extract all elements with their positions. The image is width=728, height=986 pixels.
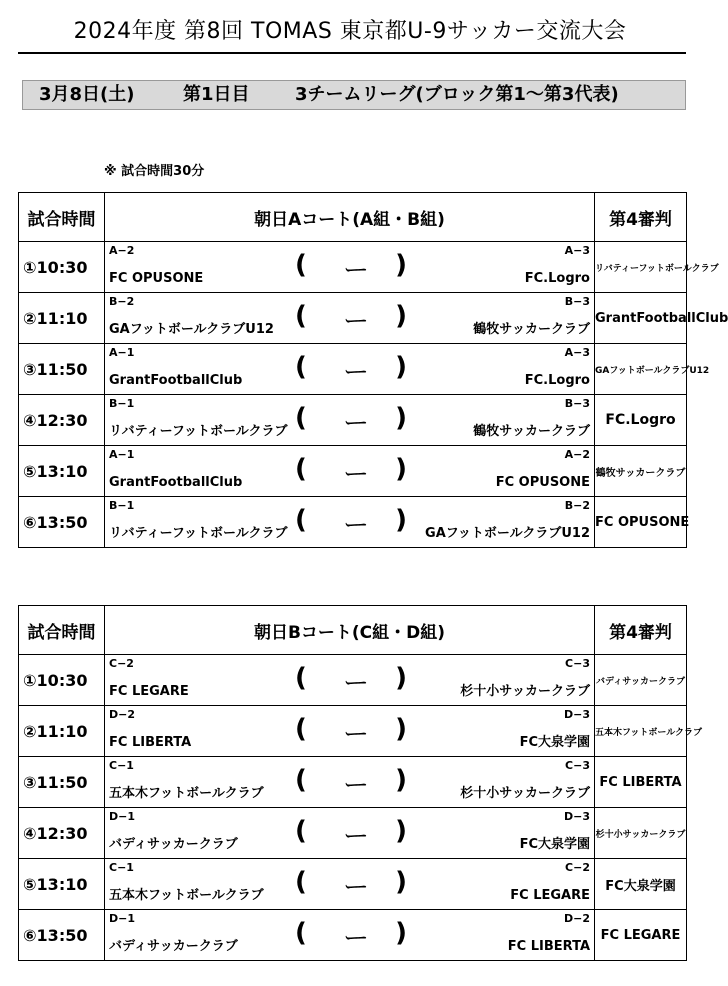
day-header-date: 3月8日(土): [39, 84, 135, 105]
group-right: A−3: [564, 244, 590, 257]
fourth-referee: GrantFootballClub: [595, 293, 687, 344]
team-left: バディサッカークラブ: [109, 939, 238, 954]
group-left: D−1: [109, 912, 136, 925]
group-right: B−3: [564, 397, 590, 410]
score-close-paren: ): [395, 505, 407, 535]
score-open-paren: (: [295, 250, 307, 280]
score-close-paren: ): [395, 816, 407, 846]
score-dash: ー: [343, 822, 370, 852]
match-row: [19, 757, 687, 808]
match-cell: [105, 395, 595, 446]
match-cell: [105, 859, 595, 910]
schedule-table-court-b: [18, 605, 703, 961]
score-dash: ー: [343, 771, 370, 801]
score-dash: ー: [343, 873, 370, 903]
match-time: ⑤13:10: [19, 446, 105, 497]
group-left: B−2: [109, 295, 135, 308]
team-right: GAフットボールクラブU12: [425, 526, 590, 541]
match-cell: [105, 706, 595, 757]
group-right: C−2: [565, 861, 590, 874]
score-placeholder: [295, 918, 407, 954]
match-cell: [105, 655, 595, 706]
match-time: ④12:30: [19, 808, 105, 859]
group-left: C−1: [109, 861, 134, 874]
match-time: ⑥13:50: [19, 910, 105, 961]
fourth-referee: FC LEGARE: [595, 910, 687, 961]
title-underline: [18, 52, 686, 54]
team-left: GrantFootballClub: [109, 373, 243, 388]
score-close-paren: ): [395, 301, 407, 331]
match-row: [19, 344, 687, 395]
match-time: ①10:30: [19, 655, 105, 706]
match-row: [19, 293, 687, 344]
match-cell: [105, 242, 595, 293]
match-time: ⑤13:10: [19, 859, 105, 910]
team-left: リバティーフットボールクラブ: [109, 424, 288, 439]
score-dash: ー: [343, 924, 370, 954]
schedule-table-court-a: [18, 192, 728, 548]
team-right: FC.Logro: [524, 271, 590, 286]
team-left: 五本木フットボールクラブ: [109, 786, 264, 801]
table-header-row: [19, 193, 687, 242]
group-right: C−3: [565, 657, 590, 670]
page-title: 2024年度 第8回 TOMAS 東京都U-9サッカー交流大会: [73, 19, 627, 44]
score-open-paren: (: [295, 765, 307, 795]
score-dash: ー: [343, 511, 370, 541]
header-time: 試合時間: [19, 193, 105, 242]
group-left: D−1: [109, 810, 136, 823]
team-left: 五本木フットボールクラブ: [109, 888, 264, 903]
score-dash: ー: [343, 720, 370, 750]
match-time: ②11:10: [19, 706, 105, 757]
group-right: D−3: [563, 708, 590, 721]
score-close-paren: ): [395, 454, 407, 484]
team-right: 杉十小サッカークラブ: [460, 684, 590, 699]
team-right: FC LIBERTA: [507, 939, 590, 954]
team-right: FC OPUSONE: [495, 475, 590, 490]
score-open-paren: (: [295, 403, 307, 433]
group-right: A−3: [564, 346, 590, 359]
group-right: D−2: [563, 912, 590, 925]
score-open-paren: (: [295, 816, 307, 846]
day-header: [22, 80, 686, 110]
match-row: [19, 655, 687, 706]
team-left: バディサッカークラブ: [109, 837, 238, 852]
score-dash: ー: [343, 669, 370, 699]
team-left: リバティーフットボールクラブ: [109, 526, 288, 541]
match-duration-note: ※ 試合時間30分: [104, 164, 205, 179]
match-cell: [105, 293, 595, 344]
team-right: FC大泉学園: [519, 837, 590, 852]
score-open-paren: (: [295, 352, 307, 382]
day-header-day: 第1日目: [183, 84, 250, 105]
score-close-paren: ): [395, 918, 407, 948]
match-row: [19, 395, 687, 446]
day-header-format: 3チームリーグ(ブロック第1〜第3代表): [295, 84, 619, 105]
match-time: ③11:50: [19, 757, 105, 808]
group-left: B−1: [109, 499, 135, 512]
score-dash: ー: [343, 409, 370, 439]
score-open-paren: (: [295, 867, 307, 897]
score-close-paren: ): [395, 714, 407, 744]
team-right: FC.Logro: [524, 373, 590, 388]
team-right: FC LEGARE: [510, 888, 590, 903]
fourth-referee: 鶴牧サッカークラブ: [595, 446, 687, 497]
group-left: B−1: [109, 397, 135, 410]
match-row: [19, 497, 687, 548]
score-placeholder: [295, 867, 407, 903]
group-left: C−1: [109, 759, 134, 772]
score-placeholder: [295, 403, 407, 439]
match-time: ④12:30: [19, 395, 105, 446]
score-open-paren: (: [295, 301, 307, 331]
group-right: A−2: [564, 448, 590, 461]
score-dash: ー: [343, 358, 370, 388]
score-placeholder: [295, 250, 407, 286]
match-cell: [105, 446, 595, 497]
score-placeholder: [295, 816, 407, 852]
fourth-referee: FC大泉学園: [595, 859, 687, 910]
score-close-paren: ): [395, 403, 407, 433]
fourth-referee: リバティーフットボールクラブ: [595, 242, 687, 293]
team-left: FC LIBERTA: [109, 735, 192, 750]
score-open-paren: (: [295, 714, 307, 744]
fourth-referee: 五本木フットボールクラブ: [595, 706, 687, 757]
score-close-paren: ): [395, 250, 407, 280]
match-cell: [105, 757, 595, 808]
header-referee: 第4審判: [595, 193, 687, 242]
match-cell: [105, 808, 595, 859]
team-left: GAフットボールクラブU12: [109, 322, 274, 337]
team-right: 鶴牧サッカークラブ: [473, 424, 590, 439]
header-court: 朝日Aコート(A組・B組): [105, 193, 595, 242]
fourth-referee: FC LIBERTA: [595, 757, 687, 808]
group-right: D−3: [563, 810, 590, 823]
group-left: A−2: [109, 244, 135, 257]
team-right: FC大泉学園: [519, 735, 590, 750]
group-left: A−1: [109, 448, 135, 461]
score-placeholder: [295, 505, 407, 541]
match-row: [19, 808, 687, 859]
group-right: C−3: [565, 759, 590, 772]
score-close-paren: ): [395, 352, 407, 382]
team-right: 杉十小サッカークラブ: [460, 786, 590, 801]
team-right: 鶴牧サッカークラブ: [473, 322, 590, 337]
score-placeholder: [295, 714, 407, 750]
score-open-paren: (: [295, 505, 307, 535]
score-placeholder: [295, 663, 407, 699]
score-placeholder: [295, 301, 407, 337]
group-left: A−1: [109, 346, 135, 359]
fourth-referee: 杉十小サッカークラブ: [595, 808, 687, 859]
header-referee: 第4審判: [595, 606, 687, 655]
match-cell: [105, 910, 595, 961]
fourth-referee: FC.Logro: [595, 395, 687, 446]
match-time: ②11:10: [19, 293, 105, 344]
match-row: [19, 706, 687, 757]
match-time: ③11:50: [19, 344, 105, 395]
score-close-paren: ): [395, 765, 407, 795]
score-placeholder: [295, 765, 407, 801]
team-left: FC LEGARE: [109, 684, 189, 699]
score-placeholder: [295, 352, 407, 388]
score-dash: ー: [343, 460, 370, 490]
score-dash: ー: [343, 307, 370, 337]
match-row: [19, 859, 687, 910]
score-placeholder: [295, 454, 407, 490]
fourth-referee: GAフットボールクラブU12: [595, 344, 687, 395]
match-cell: [105, 344, 595, 395]
team-left: GrantFootballClub: [109, 475, 243, 490]
match-time: ⑥13:50: [19, 497, 105, 548]
header-court: 朝日Bコート(C組・D組): [105, 606, 595, 655]
team-left: FC OPUSONE: [109, 271, 204, 286]
group-left: C−2: [109, 657, 134, 670]
group-right: B−2: [564, 499, 590, 512]
fourth-referee: バディサッカークラブ: [595, 655, 687, 706]
score-close-paren: ): [395, 663, 407, 693]
score-close-paren: ): [395, 867, 407, 897]
table-header-row: [19, 606, 687, 655]
score-open-paren: (: [295, 454, 307, 484]
match-cell: [105, 497, 595, 548]
match-row: [19, 242, 687, 293]
score-open-paren: (: [295, 918, 307, 948]
group-right: B−3: [564, 295, 590, 308]
match-row: [19, 446, 687, 497]
score-open-paren: (: [295, 663, 307, 693]
fourth-referee: FC OPUSONE: [595, 497, 687, 548]
score-dash: ー: [343, 256, 370, 286]
header-time: 試合時間: [19, 606, 105, 655]
match-time: ①10:30: [19, 242, 105, 293]
group-left: D−2: [109, 708, 136, 721]
match-row: [19, 910, 687, 961]
